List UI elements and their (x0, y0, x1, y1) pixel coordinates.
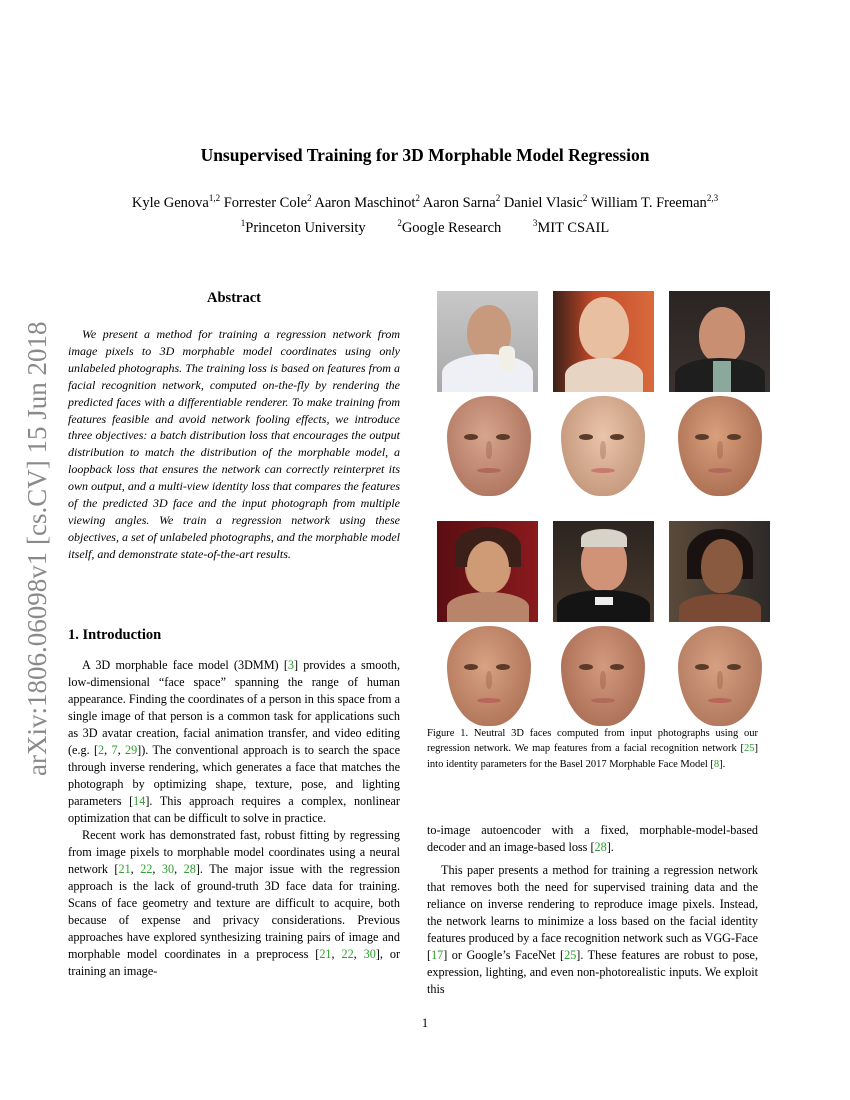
citation-link[interactable]: 8 (713, 758, 720, 770)
rendered-face (678, 626, 762, 726)
affiliation: $^1$Princeton University (240, 218, 366, 236)
input-photo (553, 291, 654, 392)
author: Aaron Maschinot$^2$ (314, 193, 420, 211)
rendered-face (561, 396, 645, 496)
citation-link[interactable]: 3 (287, 658, 294, 672)
section-heading: 1. Introduction (68, 627, 162, 643)
paragraph: to-image autoencoder with a fixed, morphable-model-based decoder and an image-based loss [28]. (427, 823, 758, 854)
paragraph: A 3D morphable face model (3DMM) [3] provides a smooth, low-dimensional “face space” spanning the range of human appearance. Finding the coordinates of a person in this space from a single image of that person is a common task for applications such as 3D avatar creation, facial animation transfer, and video editing (e.g. [2, 7, 29]). The conventional approach is to search the space through inverse rendering, which generates a face that matches the photograph by optimizing shape, texture, pose, and lighting parameters [14]. This approach requires a complex, nonlinear optimization that can be difficult to solve in practice. (68, 658, 400, 825)
input-photo (437, 291, 538, 392)
citation-link[interactable]: 25 (744, 743, 755, 755)
citation-link[interactable]: 21 (118, 862, 131, 876)
rendered-face (561, 626, 645, 726)
arxiv-stamp: arXiv:1806.06098v1 [cs.CV] 15 Jun 2018 (22, 321, 52, 776)
input-photo (437, 521, 538, 622)
figure-caption: Figure 1. Neutral 3D faces computed from input photographs using our regression network. We map features from a facial recognition network [25] into identity parameters for the Basel 2017 Morphable Face Model [8]. (427, 728, 758, 770)
author: Daniel Vlasic$^2$ (503, 193, 588, 211)
citation-link[interactable]: 7 (111, 743, 118, 757)
page-number: 1 (421, 1016, 429, 1030)
author: Kyle Genova$^{1,2}$ (131, 193, 221, 211)
citation-link[interactable]: 25 (564, 948, 577, 962)
abstract-body: We present a method for training a regression network from image pixels to 3D morphable model coordinates using only unlabeled photographs. The training loss is based on features from a facial recognition network, computed on-the-fly by rendering the predicted faces with a differentiable renderer. To make training from features feasible and avoid network fooling effects, we introduce three objectives: a batch distribution loss that encourages the output distribution to match the distribution of the morphable model, a loopback loss that ensures the network can correctly reinterpret its own output, and a multi-view identity loss that compares the features of the predicted 3D face and the input photograph from multiple viewing angles. We train a regression network using these objectives, a set of unlabeled photographs, and the morphable model itself, and demonstrate state-of-the-art results. (68, 327, 400, 561)
citation-link[interactable]: 22 (140, 862, 153, 876)
input-photo (669, 291, 770, 392)
intro-text (68, 657, 400, 980)
input-photo (553, 521, 654, 622)
author: Aaron Sarna$^2$ (422, 193, 501, 211)
citation-link[interactable]: 30 (161, 862, 175, 876)
input-photo (669, 521, 770, 622)
paper-title: Unsupervised Training for 3D Morphable Model Regression (200, 145, 650, 165)
affiliation: $^3$MIT CSAIL (532, 218, 610, 236)
citation-link[interactable]: 30 (363, 947, 376, 961)
rendered-face (447, 396, 531, 496)
citation-link[interactable]: 22 (341, 947, 354, 961)
rendered-face (447, 626, 531, 726)
citation-link[interactable]: 29 (124, 743, 138, 757)
author: William T. Freeman$^{2,3}$ (590, 193, 719, 211)
citation-link[interactable]: 17 (431, 948, 444, 962)
author-list (0, 194, 850, 212)
affiliation: $^2$Google Research (397, 218, 502, 236)
citation-link[interactable]: 14 (133, 794, 146, 808)
right-column-text (427, 822, 758, 998)
rendered-face (678, 396, 762, 496)
author: Forrester Cole$^2$ (223, 193, 312, 211)
abstract-heading: Abstract (207, 290, 261, 306)
paragraph: This paper presents a method for training a regression network that removes both the need for supervised training data and the reliance on inverse rendering to reproduce image pixels. Instead, the network learns to minimize a loss based on the facial identity features produced by a face recognition network such as VGG-Face [17] or Google’s FaceNet [25]. These features are robust to pose, expression, lighting, and even non-photorealistic inputs. We exploit this (427, 863, 758, 996)
affiliation-list (0, 220, 850, 237)
citation-link[interactable]: 28 (594, 840, 607, 854)
citation-link[interactable]: 2 (98, 743, 105, 757)
citation-link[interactable]: 28 (183, 862, 196, 876)
paragraph: Recent work has demonstrated fast, robust fitting by regressing from image pixels to morphable model coordinates using a neural network [21, 22, 30, 28]. The major issue with the regression approach is the lack of ground-truth 3D face data for training. Scans of face geometry and texture are difficult to acquire, both because of expense and privacy considerations. Previous approaches have explored synthesizing training pairs of image and morphable model coordinates in a preprocess [21, 22, 30], or training an image- (68, 828, 401, 978)
citation-link[interactable]: 21 (319, 947, 332, 961)
